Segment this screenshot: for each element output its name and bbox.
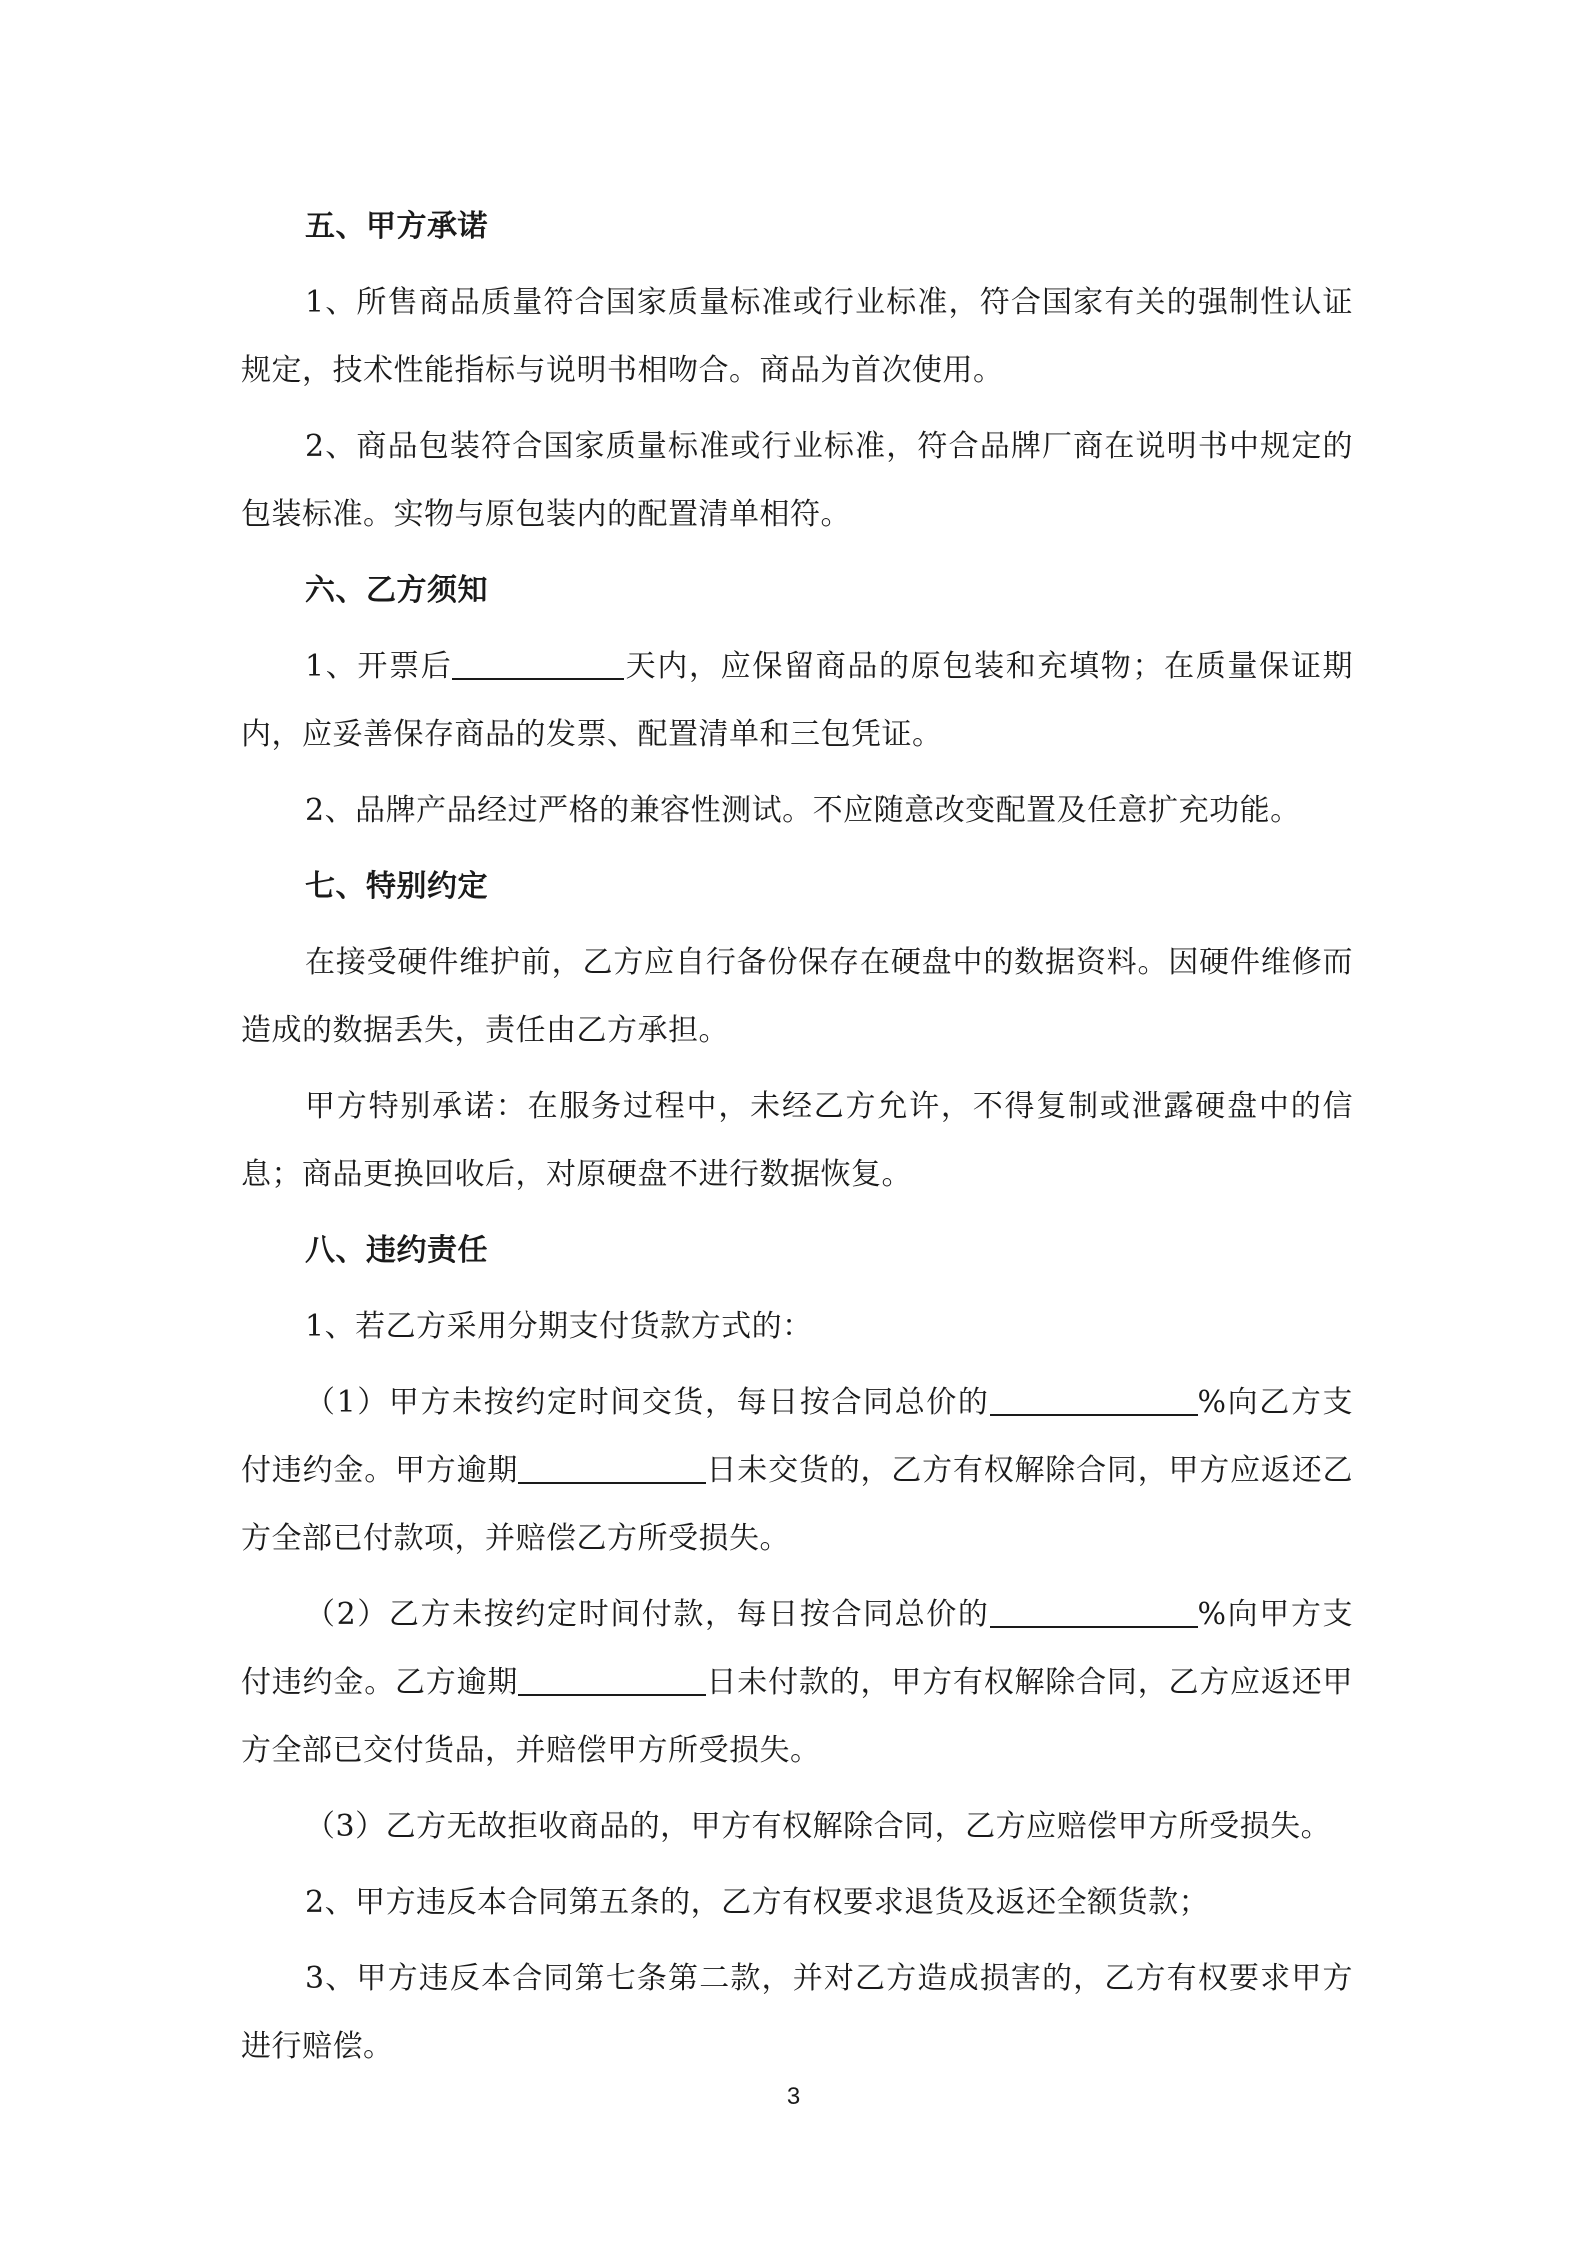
item-1-text-c: 日未交货的，乙方有权解除合同，甲方应返还乙方全部已付款项，并赔偿乙方所受损失。 — [241, 1453, 1354, 1556]
paragraph-7-2: 甲方特别承诺：在服务过程中，未经乙方允许，不得复制或泄露硬盘中的信息；商品更换回收后，对原硬盘不进行数据恢复。 — [241, 1089, 1353, 1192]
paragraph-8-item-3: （3）乙方无故拒收商品的，甲方有权解除合同，乙方应赔偿甲方所受损失。 — [305, 1809, 1332, 1844]
section-heading-8: 八、违约责任 — [305, 1233, 488, 1268]
paragraph-7-1: 在接受硬件维护前，乙方应自行备份保存在硬盘中的数据资料。因硬件维修而造成的数据丢失，责任由乙方承担。 — [241, 945, 1353, 1048]
paragraph-5-1: 1、所售商品质量符合国家质量标准或行业标准，符合国家有关的强制性认证规定，技术性能指标与说明书相吻合。商品为首次使用。 — [241, 285, 1353, 388]
paragraph-8-3: 3、甲方违反本合同第七条第二款，并对乙方造成损害的，乙方有权要求甲方进行赔偿。 — [241, 1961, 1353, 2064]
item-1-text-a: （1）甲方未按约定时间交货，每日按合同总价的 — [305, 1385, 990, 1420]
paragraph-6-1 — [241, 633, 1353, 769]
section-heading-7: 七、特别约定 — [305, 869, 488, 904]
paragraph-8-1: 1、若乙方采用分期支付货款方式的： — [305, 1309, 813, 1344]
section-heading-6: 六、乙方须知 — [305, 573, 488, 608]
paragraph-6-1-text-b: 天内，应保留商品的原包装和充填物；在质量保证期内，应妥善保存商品的发票、配置清单和三包凭证。 — [241, 649, 1353, 752]
item-1-text-b: %向乙方支付违约金。甲方逾期 — [241, 1385, 1353, 1488]
fill-blank-days — [452, 652, 624, 680]
paragraph-6-1-text-a: 1、开票后 — [305, 649, 453, 684]
paragraph-6-2: 2、品牌产品经过严格的兼容性测试。不应随意改变配置及任意扩充功能。 — [305, 793, 1301, 828]
page-number: 3 — [786, 2083, 801, 2110]
document-body — [241, 193, 1353, 2081]
fill-blank-percent — [990, 1600, 1198, 1628]
fill-blank-percent — [990, 1388, 1198, 1416]
item-2-text-a: （2）乙方未按约定时间付款，每日按合同总价的 — [305, 1597, 990, 1632]
paragraph-8-item-1 — [241, 1369, 1353, 1573]
paragraph-5-2: 2、商品包装符合国家质量标准或行业标准，符合品牌厂商在说明书中规定的包装标准。实物与原包装内的配置清单相符。 — [241, 429, 1353, 532]
paragraph-8-item-2 — [241, 1581, 1353, 1785]
section-heading-5: 五、甲方承诺 — [305, 209, 488, 244]
item-2-text-b: %向甲方支付违约金。乙方逾期 — [241, 1597, 1353, 1700]
item-2-text-c: 日未付款的，甲方有权解除合同，乙方应返还甲方全部已交付货品，并赔偿甲方所受损失。 — [241, 1665, 1354, 1768]
fill-blank-overdue-days — [518, 1668, 706, 1696]
fill-blank-overdue-days — [518, 1456, 706, 1484]
paragraph-8-2: 2、甲方违反本合同第五条的，乙方有权要求退货及返还全额货款； — [305, 1885, 1210, 1920]
